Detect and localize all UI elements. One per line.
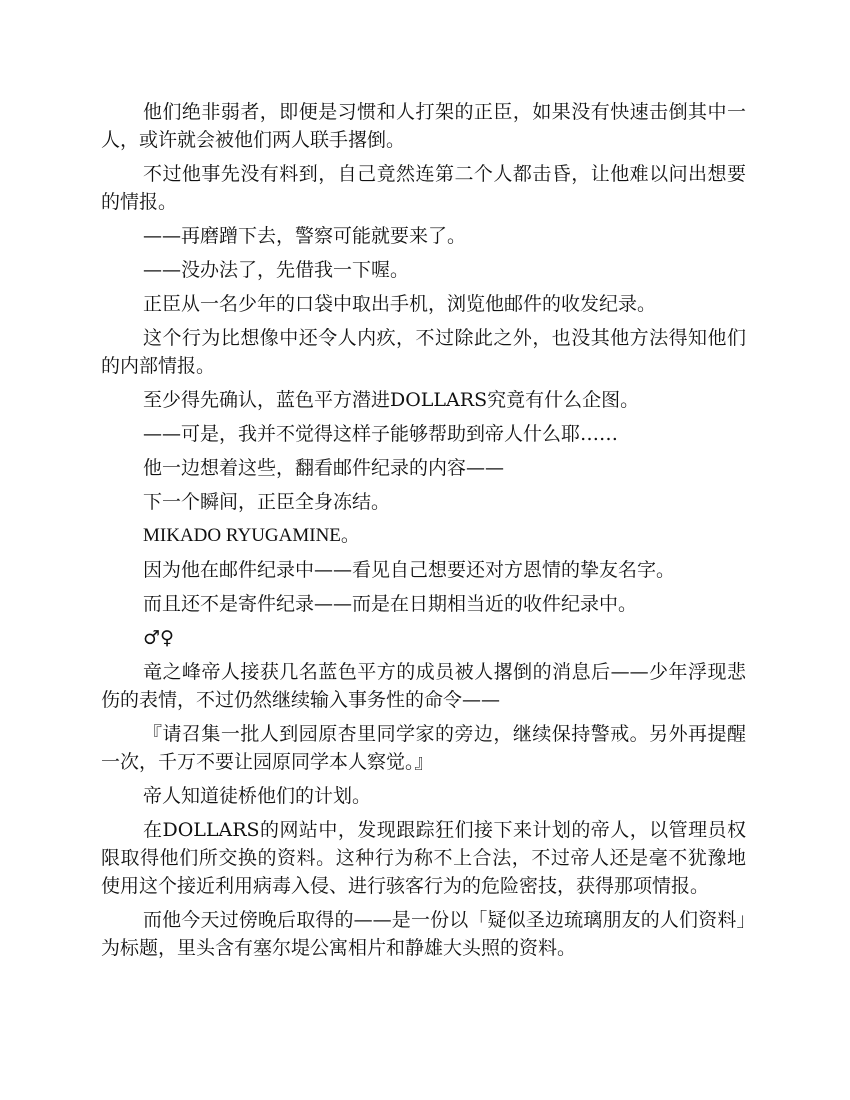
document-body xyxy=(101,98,746,968)
paragraph: 他一边想着这些，翻看邮件纪录的内容—— xyxy=(143,457,505,479)
paragraph: 在DOLLARS的网站中，发现跟踪狂们接下来计划的帝人，以管理员权限取得他们所交换的资料。这种行为称不上合法，不过帝人还是毫不犹豫地使用这个接近利用病毒入侵、进行骇客行为的危险密技，获得那项情报。 xyxy=(101,819,746,897)
paragraph: 帝人知道徒桥他们的计划。 xyxy=(143,785,372,807)
paragraph: ——可是，我并不觉得这样子能够帮助到帝人什么耶…… xyxy=(143,423,619,445)
paragraph: 因为他在邮件纪录中——看见自己想要还对方恩情的挚友名字。 xyxy=(143,559,676,581)
paragraph: ——再磨蹭下去，警察可能就要来了。 xyxy=(143,225,467,247)
paragraph: 下一个瞬间，正臣全身冻结。 xyxy=(143,491,391,513)
paragraph: ——没办法了，先借我一下喔。 xyxy=(143,259,410,281)
paragraph: 至少得先确认，蓝色平方潜进DOLLARS究竟有什么企图。 xyxy=(143,389,640,411)
section-break-symbol: ♂♀ xyxy=(143,627,174,649)
paragraph: 不过他事先没有料到，自己竟然连第二个人都击昏，让他难以问出想要的情报。 xyxy=(101,163,746,213)
paragraph: 竜之峰帝人接获几名蓝色平方的成员被人撂倒的消息后——少年浮现悲伤的表情，不过仍然继续输入事务性的命令—— xyxy=(101,661,746,711)
paragraph: 这个行为比想像中还令人内疚，不过除此之外，也没其他方法得知他们的内部情报。 xyxy=(101,327,746,377)
paragraph: 『请召集一批人到园原杏里同学家的旁边，继续保持警戒。另外再提醒一次，千万不要让园原同学本人察觉。』 xyxy=(101,723,746,773)
paragraph: MIKADO RYUGAMINE。 xyxy=(143,525,360,546)
paragraph: 他们绝非弱者，即便是习惯和人打架的正臣，如果没有快速击倒其中一人，或许就会被他们两人联手撂倒。 xyxy=(101,101,746,151)
paragraph: 正臣从一名少年的口袋中取出手机，浏览他邮件的收发纪录。 xyxy=(143,293,657,315)
paragraph: 而他今天过傍晚后取得的——是一份以「疑似圣边琉璃朋友的人们资料」为标题，里头含有塞尔堤公寓相片和静雄大头照的资料。 xyxy=(101,909,746,959)
paragraph: 而且还不是寄件纪录——而是在日期相当近的收件纪录中。 xyxy=(143,593,638,615)
